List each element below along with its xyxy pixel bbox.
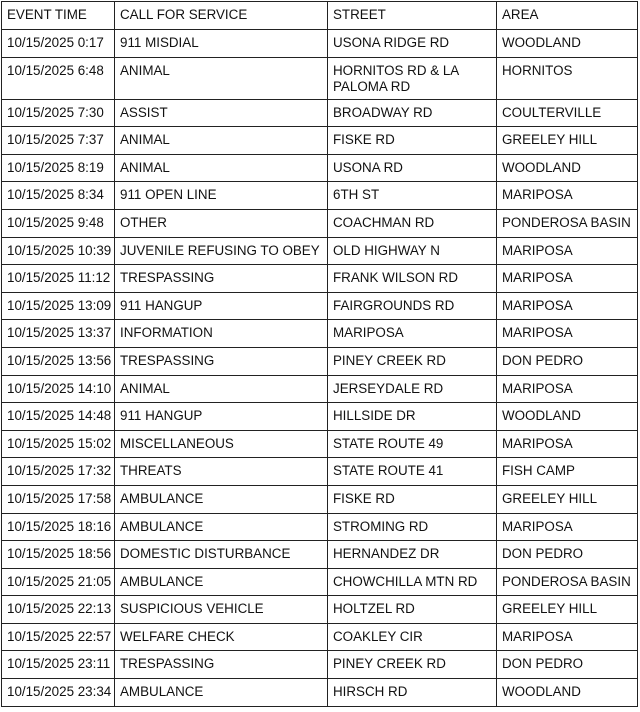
cell-event-time: 10/15/2025 17:32 bbox=[2, 458, 115, 486]
table-row bbox=[2, 458, 638, 486]
cell-area: GREELEY HILL bbox=[497, 127, 638, 155]
header-call-for-service: CALL FOR SERVICE bbox=[115, 2, 328, 30]
cell-street: 6TH ST bbox=[328, 182, 497, 210]
cell-area: MARIPOSA bbox=[497, 430, 638, 458]
table-row bbox=[2, 99, 638, 127]
table-row bbox=[2, 651, 638, 679]
table-row bbox=[2, 568, 638, 596]
table-row bbox=[2, 320, 638, 348]
cell-call-for-service: JUVENILE REFUSING TO OBEY bbox=[115, 237, 328, 265]
cell-event-time: 10/15/2025 9:48 bbox=[2, 209, 115, 237]
table-row bbox=[2, 623, 638, 651]
cell-event-time: 10/15/2025 21:05 bbox=[2, 568, 115, 596]
cell-call-for-service: WELFARE CHECK bbox=[115, 623, 328, 651]
cell-event-time: 10/15/2025 18:16 bbox=[2, 513, 115, 541]
cell-call-for-service: 911 HANGUP bbox=[115, 403, 328, 431]
cell-area: FISH CAMP bbox=[497, 458, 638, 486]
cell-street: STATE ROUTE 49 bbox=[328, 430, 497, 458]
cell-event-time: 10/15/2025 15:02 bbox=[2, 430, 115, 458]
cell-call-for-service: AMBULANCE bbox=[115, 513, 328, 541]
cell-area: GREELEY HILL bbox=[497, 485, 638, 513]
cell-call-for-service: SUSPICIOUS VEHICLE bbox=[115, 596, 328, 624]
cell-area: GREELEY HILL bbox=[497, 596, 638, 624]
cell-area: MARIPOSA bbox=[497, 265, 638, 293]
cell-call-for-service: AMBULANCE bbox=[115, 568, 328, 596]
cell-area: DON PEDRO bbox=[497, 651, 638, 679]
cell-area: DON PEDRO bbox=[497, 541, 638, 569]
cell-street: HERNANDEZ DR bbox=[328, 541, 497, 569]
table-body bbox=[2, 30, 638, 707]
cell-event-time: 10/15/2025 6:48 bbox=[2, 57, 115, 99]
table-row bbox=[2, 596, 638, 624]
cell-area: MARIPOSA bbox=[497, 292, 638, 320]
cell-call-for-service: AMBULANCE bbox=[115, 485, 328, 513]
cell-call-for-service: AMBULANCE bbox=[115, 679, 328, 707]
table-row bbox=[2, 375, 638, 403]
cell-call-for-service: MISCELLANEOUS bbox=[115, 430, 328, 458]
table-row bbox=[2, 30, 638, 58]
cell-event-time: 10/15/2025 23:34 bbox=[2, 679, 115, 707]
cell-event-time: 10/15/2025 7:30 bbox=[2, 99, 115, 127]
cell-event-time: 10/15/2025 18:56 bbox=[2, 541, 115, 569]
cell-street: JERSEYDALE RD bbox=[328, 375, 497, 403]
table-row bbox=[2, 209, 638, 237]
cell-area: HORNITOS bbox=[497, 57, 638, 99]
cell-street: COAKLEY CIR bbox=[328, 623, 497, 651]
cell-event-time: 10/15/2025 11:12 bbox=[2, 265, 115, 293]
cell-street: HOLTZEL RD bbox=[328, 596, 497, 624]
header-row bbox=[2, 2, 638, 30]
table-row bbox=[2, 292, 638, 320]
cell-event-time: 10/15/2025 22:57 bbox=[2, 623, 115, 651]
header-area: AREA bbox=[497, 2, 638, 30]
cell-area: WOODLAND bbox=[497, 403, 638, 431]
table-row bbox=[2, 485, 638, 513]
cell-event-time: 10/15/2025 0:17 bbox=[2, 30, 115, 58]
cell-area: PONDEROSA BASIN bbox=[497, 209, 638, 237]
table-row bbox=[2, 237, 638, 265]
cell-street: HORNITOS RD & LA PALOMA RD bbox=[328, 57, 497, 99]
cell-event-time: 10/15/2025 14:10 bbox=[2, 375, 115, 403]
cell-call-for-service: ASSIST bbox=[115, 99, 328, 127]
cell-street: PINEY CREEK RD bbox=[328, 347, 497, 375]
cell-event-time: 10/15/2025 8:34 bbox=[2, 182, 115, 210]
cell-area: MARIPOSA bbox=[497, 182, 638, 210]
cell-call-for-service: ANIMAL bbox=[115, 154, 328, 182]
cell-call-for-service: TRESPASSING bbox=[115, 265, 328, 293]
cell-call-for-service: TRESPASSING bbox=[115, 347, 328, 375]
header-event-time: EVENT TIME bbox=[2, 2, 115, 30]
cell-call-for-service: 911 MISDIAL bbox=[115, 30, 328, 58]
cell-event-time: 10/15/2025 8:19 bbox=[2, 154, 115, 182]
table-row bbox=[2, 265, 638, 293]
table-row bbox=[2, 430, 638, 458]
cell-street: OLD HIGHWAY N bbox=[328, 237, 497, 265]
cell-event-time: 10/15/2025 17:58 bbox=[2, 485, 115, 513]
table-row bbox=[2, 154, 638, 182]
cell-street: USONA RD bbox=[328, 154, 497, 182]
cell-street: HILLSIDE DR bbox=[328, 403, 497, 431]
table-row bbox=[2, 127, 638, 155]
cell-call-for-service: ANIMAL bbox=[115, 375, 328, 403]
cell-area: WOODLAND bbox=[497, 30, 638, 58]
cell-street: FISKE RD bbox=[328, 127, 497, 155]
cell-call-for-service: INFORMATION bbox=[115, 320, 328, 348]
cell-area: MARIPOSA bbox=[497, 320, 638, 348]
cell-call-for-service: TRESPASSING bbox=[115, 651, 328, 679]
cell-call-for-service: ANIMAL bbox=[115, 57, 328, 99]
cell-area: WOODLAND bbox=[497, 679, 638, 707]
cell-call-for-service: 911 OPEN LINE bbox=[115, 182, 328, 210]
cell-street: STROMING RD bbox=[328, 513, 497, 541]
cell-event-time: 10/15/2025 22:13 bbox=[2, 596, 115, 624]
cell-event-time: 10/15/2025 7:37 bbox=[2, 127, 115, 155]
cell-area: COULTERVILLE bbox=[497, 99, 638, 127]
header-street: STREET bbox=[328, 2, 497, 30]
table-row bbox=[2, 57, 638, 99]
cell-call-for-service: DOMESTIC DISTURBANCE bbox=[115, 541, 328, 569]
cell-event-time: 10/15/2025 13:37 bbox=[2, 320, 115, 348]
cell-call-for-service: OTHER bbox=[115, 209, 328, 237]
cell-area: MARIPOSA bbox=[497, 375, 638, 403]
cell-street: STATE ROUTE 41 bbox=[328, 458, 497, 486]
cell-call-for-service: THREATS bbox=[115, 458, 328, 486]
cell-event-time: 10/15/2025 23:11 bbox=[2, 651, 115, 679]
cell-street: MARIPOSA bbox=[328, 320, 497, 348]
cell-event-time: 10/15/2025 14:48 bbox=[2, 403, 115, 431]
cell-event-time: 10/15/2025 13:56 bbox=[2, 347, 115, 375]
cell-call-for-service: ANIMAL bbox=[115, 127, 328, 155]
cell-street: FRANK WILSON RD bbox=[328, 265, 497, 293]
cell-event-time: 10/15/2025 10:39 bbox=[2, 237, 115, 265]
cell-area: PONDEROSA BASIN bbox=[497, 568, 638, 596]
table-header bbox=[2, 2, 638, 30]
table-row bbox=[2, 182, 638, 210]
table-row bbox=[2, 679, 638, 707]
table-row bbox=[2, 347, 638, 375]
cell-street: FISKE RD bbox=[328, 485, 497, 513]
cell-street: FAIRGROUNDS RD bbox=[328, 292, 497, 320]
cell-street: COACHMAN RD bbox=[328, 209, 497, 237]
cell-street: PINEY CREEK RD bbox=[328, 651, 497, 679]
cell-street: CHOWCHILLA MTN RD bbox=[328, 568, 497, 596]
cell-area: MARIPOSA bbox=[497, 513, 638, 541]
call-log-table bbox=[1, 1, 638, 707]
cell-street: HIRSCH RD bbox=[328, 679, 497, 707]
table-row bbox=[2, 403, 638, 431]
cell-call-for-service: 911 HANGUP bbox=[115, 292, 328, 320]
cell-street: BROADWAY RD bbox=[328, 99, 497, 127]
cell-street: USONA RIDGE RD bbox=[328, 30, 497, 58]
cell-area: MARIPOSA bbox=[497, 237, 638, 265]
cell-area: MARIPOSA bbox=[497, 623, 638, 651]
table-row bbox=[2, 513, 638, 541]
cell-area: WOODLAND bbox=[497, 154, 638, 182]
cell-area: DON PEDRO bbox=[497, 347, 638, 375]
table-row bbox=[2, 541, 638, 569]
cell-event-time: 10/15/2025 13:09 bbox=[2, 292, 115, 320]
